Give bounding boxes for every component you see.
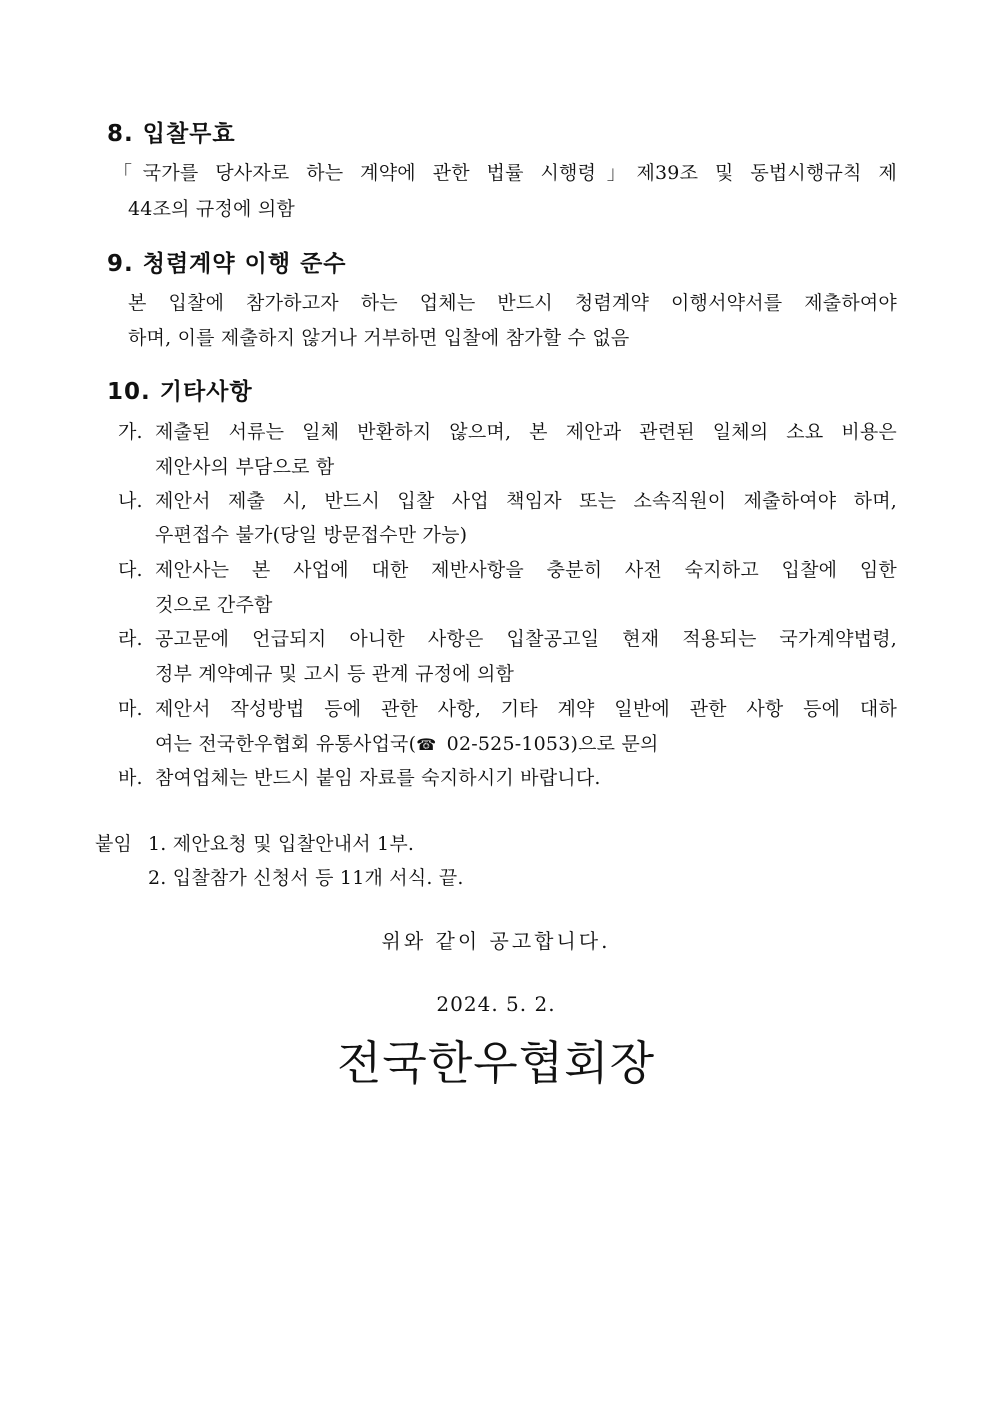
item-ma-line-2	[155, 729, 659, 756]
section-9-title: 9. 청렴계약 이행 준수	[107, 251, 347, 277]
announcement-date: 2024. 5. 2.	[436, 992, 556, 1016]
item-ma-line-2-post: 02-525-1053)으로 문의	[440, 733, 659, 755]
item-ba-line-1: 참여업체는 반드시 붙임 자료를 숙지하시기 바랍니다.	[155, 767, 601, 789]
telephone-icon: ☎	[416, 735, 437, 754]
item-ga-line-1: 제출된 서류는 일체 반환하지 않으며, 본 제안과 관련된 일체의 소요 비용은	[155, 421, 897, 443]
item-marker-ma: 마.	[118, 698, 143, 720]
item-ra-line-1: 공고문에 언급되지 아니한 사항은 입찰공고일 현재 적용되는 국가계약법령,	[155, 628, 897, 650]
issuer-signature: 전국한우협회장	[336, 1036, 656, 1090]
item-marker-ra: 라.	[118, 628, 143, 650]
section-9-line-2: 하며, 이를 제출하지 않거나 거부하면 입찰에 참가할 수 없음	[128, 327, 630, 349]
section-8-title: 8. 입찰무효	[107, 121, 236, 147]
item-ra-line-2: 정부 계약예규 및 고시 등 관계 규정에 의함	[155, 663, 515, 685]
item-marker-ba: 바.	[118, 767, 143, 789]
item-na-line-1: 제안서 제출 시, 반드시 입찰 사업 책임자 또는 소속직원이 제출하여야 하며,	[155, 490, 897, 512]
item-ga-line-2: 제안사의 부담으로 함	[155, 456, 335, 478]
section-9-line-1: 본 입찰에 참가하고자 하는 업체는 반드시 청렴계약 이행서약서를 제출하여야	[128, 292, 897, 314]
section-8-line-2: 44조의 규정에 의함	[128, 198, 295, 220]
item-marker-da: 다.	[118, 559, 143, 581]
item-marker-na: 나.	[118, 490, 143, 512]
item-ma-line-1: 제안서 작성방법 등에 관한 사항, 기타 계약 일반에 관한 사항 등에 대하	[155, 698, 897, 720]
attachment-item-2: 2. 입찰참가 신청서 등 11개 서식. 끝.	[148, 867, 464, 889]
item-na-line-2: 우편접수 불가(당일 방문접수만 가능)	[155, 524, 468, 546]
section-10-title: 10. 기타사항	[107, 379, 253, 405]
section-8-line-1: 「국가를 당사자로 하는 계약에 관한 법률 시행령」제39조 및 동법시행규칙 제	[113, 162, 897, 184]
item-da-line-2: 것으로 간주함	[155, 594, 273, 616]
item-ma-line-2-pre: 여는 전국한우협회 유통사업국(	[155, 733, 417, 755]
attachment-item-1: 1. 제안요청 및 입찰안내서 1부.	[148, 833, 415, 855]
closing-statement: 위와 같이 공고합니다.	[381, 929, 611, 953]
attachment-label: 붙임	[95, 833, 133, 855]
item-da-line-1: 제안사는 본 사업에 대한 제반사항을 충분히 사전 숙지하고 입찰에 임한	[155, 559, 897, 581]
item-marker-ga: 가.	[118, 421, 143, 443]
